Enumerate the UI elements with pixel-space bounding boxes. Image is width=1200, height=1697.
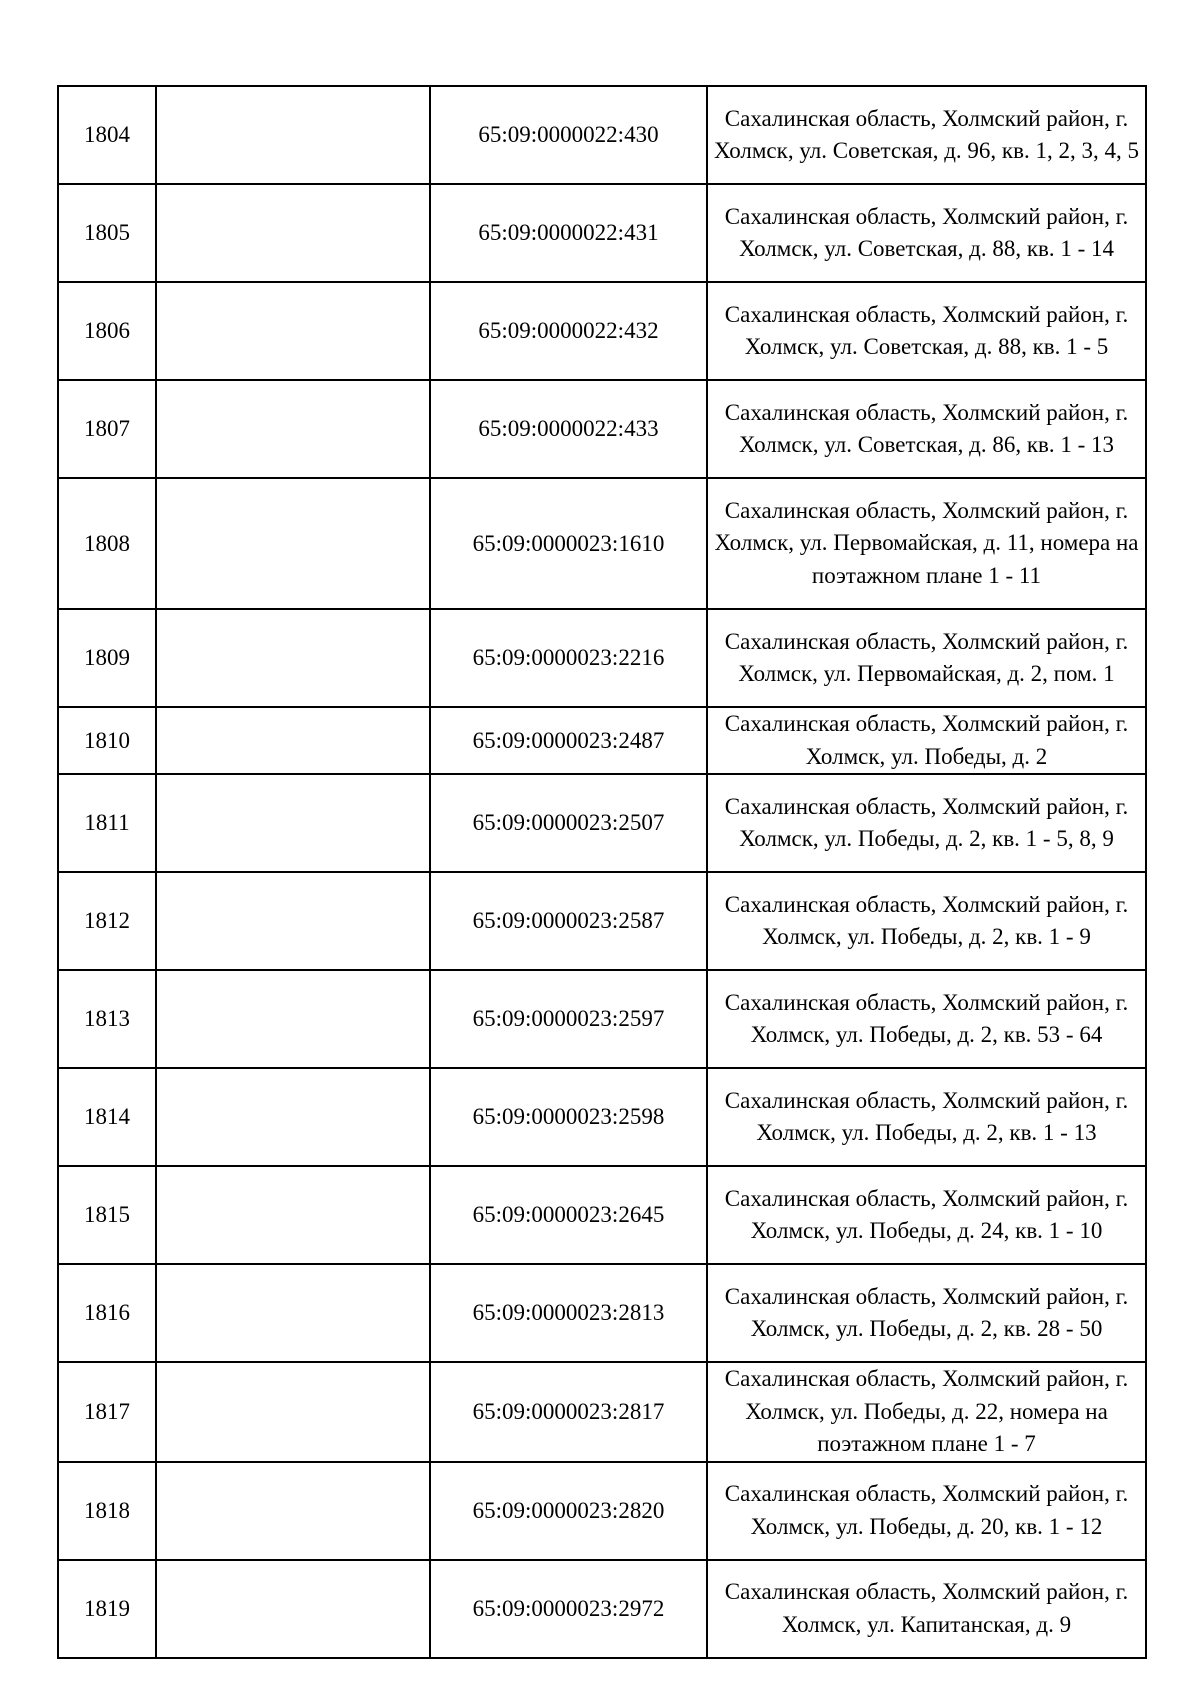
row-number: 1812 <box>58 872 156 970</box>
table-row <box>58 184 1146 282</box>
row-number: 1805 <box>58 184 156 282</box>
cadastral-number: 65:09:0000023:2598 <box>430 1068 707 1166</box>
cadastral-number: 65:09:0000023:2587 <box>430 872 707 970</box>
address-cell <box>707 707 1146 774</box>
owner-cell <box>156 86 430 184</box>
row-number: 1815 <box>58 1166 156 1264</box>
address-cell <box>707 380 1146 478</box>
row-number: 1818 <box>58 1462 156 1560</box>
owner-cell <box>156 282 430 380</box>
address-text: Сахалинская область, Холмский район, г. Холмск, ул. Первомайская, д. 2, пом. 1 <box>724 628 1129 686</box>
row-number: 1804 <box>58 86 156 184</box>
owner-cell <box>156 872 430 970</box>
address-text: Сахалинская область, Холмский район, г. Холмск, ул. Советская, д. 88, кв. 1 - 5 <box>724 301 1129 359</box>
address-cell <box>707 1462 1146 1560</box>
owner-cell <box>156 1560 430 1658</box>
owner-cell <box>156 609 430 707</box>
cadastral-number: 65:09:0000023:2972 <box>430 1560 707 1658</box>
address-text: Сахалинская область, Холмский район, г. Холмск, ул. Победы, д. 2, кв. 1 - 13 <box>724 1087 1129 1145</box>
table-row <box>58 609 1146 707</box>
row-number: 1816 <box>58 1264 156 1362</box>
table-row <box>58 774 1146 872</box>
table-row <box>58 1166 1146 1264</box>
table-row <box>58 1462 1146 1560</box>
address-text: Сахалинская область, Холмский район, г. Холмск, ул. Победы, д. 2, кв. 1 - 9 <box>724 891 1129 949</box>
cadastral-number: 65:09:0000022:430 <box>430 86 707 184</box>
table-row <box>58 1560 1146 1658</box>
row-number: 1808 <box>58 478 156 609</box>
address-text: Сахалинская область, Холмский район, г. Холмск, ул. Капитанская, д. 9 <box>724 1579 1129 1637</box>
owner-cell <box>156 1068 430 1166</box>
table-row <box>58 872 1146 970</box>
cadastral-number: 65:09:0000022:431 <box>430 184 707 282</box>
address-text: Сахалинская область, Холмский район, г. Холмск, ул. Советская, д. 86, кв. 1 - 13 <box>724 399 1129 457</box>
address-cell <box>707 1166 1146 1264</box>
address-cell <box>707 184 1146 282</box>
address-text: Сахалинская область, Холмский район, г. Холмск, ул. Победы, д. 20, кв. 1 - 12 <box>724 1481 1129 1539</box>
address-cell <box>707 1264 1146 1362</box>
cadastral-number: 65:09:0000023:2487 <box>430 707 707 774</box>
cadastral-number: 65:09:0000023:2597 <box>430 970 707 1068</box>
address-text: Сахалинская область, Холмский район, г. Холмск, ул. Победы, д. 2, кв. 53 - 64 <box>724 989 1129 1047</box>
address-text: Сахалинская область, Холмский район, г. Холмск, ул. Советская, д. 88, кв. 1 - 14 <box>724 203 1129 261</box>
address-text: Сахалинская область, Холмский район, г. Холмск, ул. Победы, д. 24, кв. 1 - 10 <box>724 1185 1129 1243</box>
row-number: 1810 <box>58 707 156 774</box>
cadastral-number: 65:09:0000023:2645 <box>430 1166 707 1264</box>
row-number: 1809 <box>58 609 156 707</box>
table-row <box>58 86 1146 184</box>
cadastral-number: 65:09:0000022:433 <box>430 380 707 478</box>
table-row <box>58 970 1146 1068</box>
address-text: Сахалинская область, Холмский район, г. Холмск, ул. Советская, д. 96, кв. 1, 2, 3, 4, 5 <box>714 105 1139 163</box>
owner-cell <box>156 1462 430 1560</box>
address-cell <box>707 1560 1146 1658</box>
table-row <box>58 380 1146 478</box>
cadastral-number: 65:09:0000023:2507 <box>430 774 707 872</box>
table-row <box>58 1068 1146 1166</box>
owner-cell <box>156 1264 430 1362</box>
address-text: Сахалинская область, Холмский район, г. Холмск, ул. Победы, д. 2, кв. 28 - 50 <box>724 1283 1129 1341</box>
cadastral-number: 65:09:0000022:432 <box>430 282 707 380</box>
table-row <box>58 1264 1146 1362</box>
owner-cell <box>156 774 430 872</box>
owner-cell <box>156 707 430 774</box>
address-cell <box>707 282 1146 380</box>
owner-cell <box>156 970 430 1068</box>
property-registry-table <box>57 85 1147 1659</box>
address-cell <box>707 1362 1146 1462</box>
address-cell <box>707 970 1146 1068</box>
cadastral-number: 65:09:0000023:2820 <box>430 1462 707 1560</box>
address-cell <box>707 609 1146 707</box>
address-text: Сахалинская область, Холмский район, г. Холмск, ул. Победы, д. 22, номера на поэтажном плане 1 - 7 <box>724 1366 1129 1456</box>
table-row <box>58 478 1146 609</box>
address-cell <box>707 1068 1146 1166</box>
cadastral-number: 65:09:0000023:2813 <box>430 1264 707 1362</box>
cadastral-number: 65:09:0000023:2817 <box>430 1362 707 1462</box>
row-number: 1817 <box>58 1362 156 1462</box>
address-cell <box>707 872 1146 970</box>
row-number: 1806 <box>58 282 156 380</box>
address-text: Сахалинская область, Холмский район, г. Холмск, ул. Первомайская, д. 11, номера на поэтажном плане 1 - 11 <box>714 497 1139 588</box>
address-cell <box>707 774 1146 872</box>
address-cell <box>707 86 1146 184</box>
row-number: 1819 <box>58 1560 156 1658</box>
table-row <box>58 282 1146 380</box>
owner-cell <box>156 478 430 609</box>
row-number: 1814 <box>58 1068 156 1166</box>
table-row <box>58 1362 1146 1462</box>
row-number: 1811 <box>58 774 156 872</box>
address-text: Сахалинская область, Холмский район, г. Холмск, ул. Победы, д. 2, кв. 1 - 5, 8, 9 <box>724 793 1129 851</box>
address-cell <box>707 478 1146 609</box>
row-number: 1807 <box>58 380 156 478</box>
owner-cell <box>156 1166 430 1264</box>
cadastral-number: 65:09:0000023:1610 <box>430 478 707 609</box>
cadastral-number: 65:09:0000023:2216 <box>430 609 707 707</box>
table-row <box>58 707 1146 774</box>
owner-cell <box>156 380 430 478</box>
registry-body <box>58 86 1146 1658</box>
row-number: 1813 <box>58 970 156 1068</box>
owner-cell <box>156 184 430 282</box>
address-text: Сахалинская область, Холмский район, г. Холмск, ул. Победы, д. 2 <box>724 711 1129 769</box>
owner-cell <box>156 1362 430 1462</box>
